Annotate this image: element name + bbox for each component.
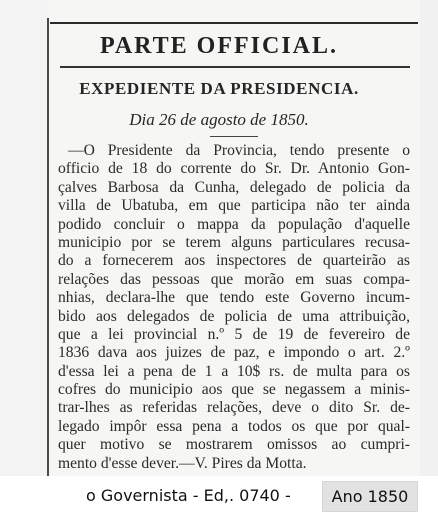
article-line: nhias, declara-lhe que tendo este Governo incum- [58, 289, 410, 307]
section-title: PARTE OFFICIAL. [99, 33, 339, 59]
article-line: do a fornecerem aos inspectores de quarteirão as [58, 252, 410, 270]
page-margin-right [420, 0, 438, 519]
dateline: Dia 26 de agosto de 1850. [129, 110, 309, 129]
source-caption: o Governista - Ed,. 0740 - [86, 486, 291, 505]
article-line: quer motivo se mostrarem omissos ao cumpri- [58, 436, 410, 454]
article-line: legado impôr essa pena a todos os que por qual- [58, 417, 410, 435]
article-line: podido concluir o mappa da população d'aquelle [58, 215, 410, 233]
article-line: relações das pessoas que morão em suas compa- [58, 270, 410, 288]
article-line: officio de 18 do corrente do Sr. Dr. Antonio Gon- [58, 160, 410, 178]
article-line: mento d'esse dever.—V. Pires da Motta. [58, 454, 307, 472]
page-margin-left [0, 0, 48, 519]
article-line: d'essa lei a pena de 1 a 10$ rs. de multa para os [58, 362, 410, 380]
article-line: bido aos delegados de policia de uma attribuição, [58, 307, 410, 325]
top-rule [50, 22, 418, 24]
article-line: çalves Barbosa da Cunha, delegado de policia da [58, 178, 410, 196]
date-rule [210, 136, 258, 137]
article-line: 1836 dava aos juizes de paz, e impondo o art. 2.º [58, 344, 410, 362]
article-line: cofres do municipio aos que se negassem a minis- [58, 381, 410, 399]
article-line: —O Presidente da Provincia, tendo presente o [68, 142, 410, 159]
article-line: trar-lhes as referidas relações, deve o dito Sr. de- [58, 399, 410, 417]
article-line: que a lei provincial n.º 5 de 19 de fevereiro de [58, 325, 410, 343]
section-heading: EXPEDIENTE DA PRESIDENCIA. [79, 79, 359, 98]
article-line: villa de Ubatuba, em que participa não ter ainda [58, 197, 410, 215]
title-rule [60, 66, 410, 68]
year-badge: Ano 1850 [322, 481, 418, 512]
article-line: municipio por se terem alguns particulares recusa- [58, 233, 410, 251]
article-body [58, 142, 410, 473]
